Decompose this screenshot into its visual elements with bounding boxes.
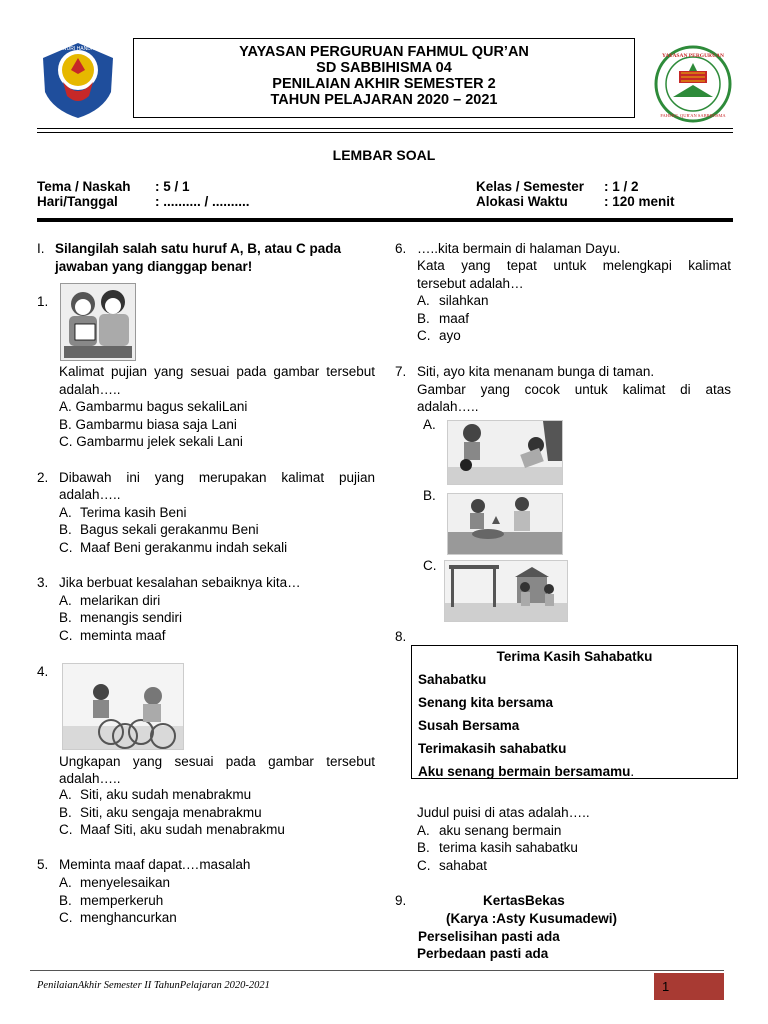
q4-text-2: adalah…..: [59, 771, 121, 786]
hari-label: Hari/Tanggal: [37, 194, 118, 209]
tut-wuri-handayani-logo-icon: [33, 40, 123, 120]
q2-option-c[interactable]: Maaf Beni gerakanmu indah sekali: [80, 540, 288, 555]
footer-text: PenilaianAkhir Semester II TahunPelajaran 2020-2021: [37, 980, 270, 991]
q5-text-1: Meminta maaf dapat.…masalah: [59, 857, 251, 872]
q8-poem-line-5: Aku senang bermain bersamamu: [418, 764, 631, 779]
q8-poem-line-4: Terimakasih sahabatku: [418, 741, 567, 756]
q1-option-b[interactable]: B. Gambarmu biasa saja Lani: [59, 417, 237, 432]
q4-option-c[interactable]: Maaf Siti, aku sudah menabrakmu: [80, 822, 285, 837]
q1-number: 1.: [37, 294, 49, 309]
q7-option-b-picture[interactable]: [447, 493, 563, 555]
q3-option-b-label: B.: [59, 610, 72, 625]
q5-option-c[interactable]: menghancurkan: [80, 910, 177, 925]
q5-option-b-label: B.: [59, 893, 72, 908]
q3-text-1: Jika berbuat kesalahan sebaiknya kita…: [59, 575, 301, 590]
q4-option-c-label: C.: [59, 822, 73, 837]
q6-option-c[interactable]: ayo: [439, 328, 461, 343]
doc-title: LEMBAR SOAL: [332, 147, 436, 163]
header-school-name: SD SABBIHISMA 04: [316, 60, 452, 76]
q2-option-a-label: A.: [59, 505, 72, 520]
q7-text-3: adalah…..: [417, 399, 479, 414]
q4-text-1: Ungkapan yang sesuai pada gambar tersebut: [59, 754, 375, 769]
q2-option-b-label: B.: [59, 522, 72, 537]
q6-text-1: …..kita bermain di halaman Dayu.: [417, 241, 621, 256]
q8-text-1: Judul puisi di atas adalah…..: [417, 805, 590, 820]
q7-option-c-picture[interactable]: [444, 560, 568, 622]
logo-right-text-top: YAYASAN PERGURUAN: [662, 53, 724, 59]
q3-number: 3.: [37, 575, 49, 590]
section-number: I.: [37, 241, 45, 256]
q4-option-b[interactable]: Siti, aku sengaja menabrakmu: [80, 805, 262, 820]
q8-option-a-label: A.: [417, 823, 430, 838]
q3-option-b[interactable]: menangis sendiri: [80, 610, 183, 625]
q8-poem-line-5-wrap: [418, 763, 634, 780]
kelas-value: : 1 / 2: [604, 179, 639, 194]
q5-option-a[interactable]: menyelesaikan: [80, 875, 171, 890]
q6-text-2: Kata yang tepat untuk melengkapi kalimat: [417, 258, 731, 273]
header-divider-bottom: [37, 132, 733, 133]
q9-poem-author: (Karya :Asty Kusumadewi): [446, 911, 618, 926]
q8-poem-line-2: Senang kita bersama: [418, 695, 554, 710]
q7-option-a-label[interactable]: A.: [423, 417, 436, 432]
q7-option-a-picture[interactable]: [447, 420, 563, 485]
q7-number: 7.: [395, 364, 407, 379]
tema-label: Tema / Naskah: [37, 179, 131, 194]
alokasi-value: : 120 menit: [604, 194, 675, 209]
info-divider: [37, 218, 733, 222]
q6-option-a[interactable]: silahkan: [439, 293, 489, 308]
q8-option-b[interactable]: terima kasih sahabatku: [439, 840, 578, 855]
left-logo: [33, 40, 123, 120]
section-instruction-1: Silangilah salah satu huruf A, B, atau C pada: [55, 241, 342, 256]
q6-number: 6.: [395, 241, 407, 256]
q1-option-c[interactable]: C. Gambarmu jelek sekali Lani: [59, 434, 243, 449]
q8-poem-line-1: Sahabatku: [418, 672, 487, 687]
header-divider-top: [37, 128, 733, 129]
q6-option-b-label: B.: [417, 311, 430, 326]
q8-option-a[interactable]: aku senang bermain: [439, 823, 562, 838]
q1-picture: [60, 283, 136, 361]
right-logo: [649, 45, 737, 123]
page-number: 1: [654, 973, 724, 1000]
q5-option-c-label: C.: [59, 910, 73, 925]
q5-option-a-label: A.: [59, 875, 72, 890]
tema-value: : 5 / 1: [155, 179, 190, 194]
q2-option-c-label: C.: [59, 540, 73, 555]
school-header-box: [133, 38, 635, 118]
header-foundation: YAYASAN PERGURUAN FAHMUL QUR’AN: [239, 44, 529, 60]
alokasi-label: Alokasi Waktu: [476, 194, 568, 209]
q8-poem-title: Terima Kasih Sahabatku: [496, 649, 653, 664]
header-exam-name: PENILAIAN AKHIR SEMESTER 2: [272, 76, 496, 92]
q8-poem-line-3: Susah Bersama: [418, 718, 520, 733]
q2-option-a[interactable]: Terima kasih Beni: [80, 505, 187, 520]
q7-text-2: Gambar yang cocok untuk kalimat di atas: [417, 382, 731, 397]
q1-text-1: Kalimat pujian yang sesuai pada gambar tersebut: [59, 364, 375, 379]
logo-right-text-bottom: FAHMUL QUR'AN SABBIHISMA: [660, 113, 726, 118]
q3-option-c-label: C.: [59, 628, 73, 643]
q8-option-b-label: B.: [417, 840, 430, 855]
q7-text-1: Siti, ayo kita menanam bunga di taman.: [417, 364, 655, 379]
q6-option-b[interactable]: maaf: [439, 311, 470, 326]
q1-text-2: adalah…..: [59, 382, 121, 397]
q5-option-b[interactable]: memperkeruh: [80, 893, 164, 908]
q7-option-b-label[interactable]: B.: [423, 488, 436, 503]
q9-poem-line-1: Perselisihan pasti ada: [418, 929, 560, 944]
header-academic-year: TAHUN PELAJARAN 2020 – 2021: [270, 92, 498, 108]
q4-number: 4.: [37, 664, 49, 679]
q8-poem-box: [411, 645, 738, 779]
q8-poem-line-5-dot: .: [630, 764, 635, 779]
kelas-label: Kelas / Semester: [476, 179, 585, 194]
hari-value: : .......... / ..........: [155, 194, 250, 209]
section-instruction-2: jawaban yang dianggap benar!: [55, 259, 253, 274]
q9-number: 9.: [395, 893, 407, 908]
q4-option-b-label: B.: [59, 805, 72, 820]
footer-divider: [30, 970, 724, 971]
q8-number: 8.: [395, 629, 407, 644]
foundation-seal-icon: [649, 45, 737, 123]
q1-option-a[interactable]: A. Gambarmu bagus sekaliLani: [59, 399, 248, 414]
q2-text-2: adalah…..: [59, 487, 121, 502]
q9-poem-title: KertasBekas: [483, 893, 565, 908]
logo-left-text: TUT WURI HANDAYANI: [50, 46, 106, 52]
q4-option-a[interactable]: Siti, aku sudah menabrakmu: [80, 787, 252, 802]
q6-option-c-label: C.: [417, 328, 431, 343]
q6-text-3: tersebut adalah…: [417, 276, 524, 291]
q2-number: 2.: [37, 470, 49, 485]
q3-option-c[interactable]: meminta maaf: [80, 628, 166, 643]
q3-option-a[interactable]: melarikan diri: [80, 593, 161, 608]
q2-text-1: Dibawah ini yang merupakan kalimat pujian: [59, 470, 375, 485]
q2-option-b[interactable]: Bagus sekali gerakanmu Beni: [80, 522, 259, 537]
q8-option-c-label: C.: [417, 858, 431, 873]
q9-poem-line-2: Perbedaan pasti ada: [417, 946, 549, 961]
q4-option-a-label: A.: [59, 787, 72, 802]
q7-option-c-label[interactable]: C.: [423, 558, 437, 573]
q3-option-a-label: A.: [59, 593, 72, 608]
q6-option-a-label: A.: [417, 293, 430, 308]
q5-number: 5.: [37, 857, 49, 872]
q4-picture: [62, 663, 184, 750]
q8-option-c[interactable]: sahabat: [439, 858, 488, 873]
